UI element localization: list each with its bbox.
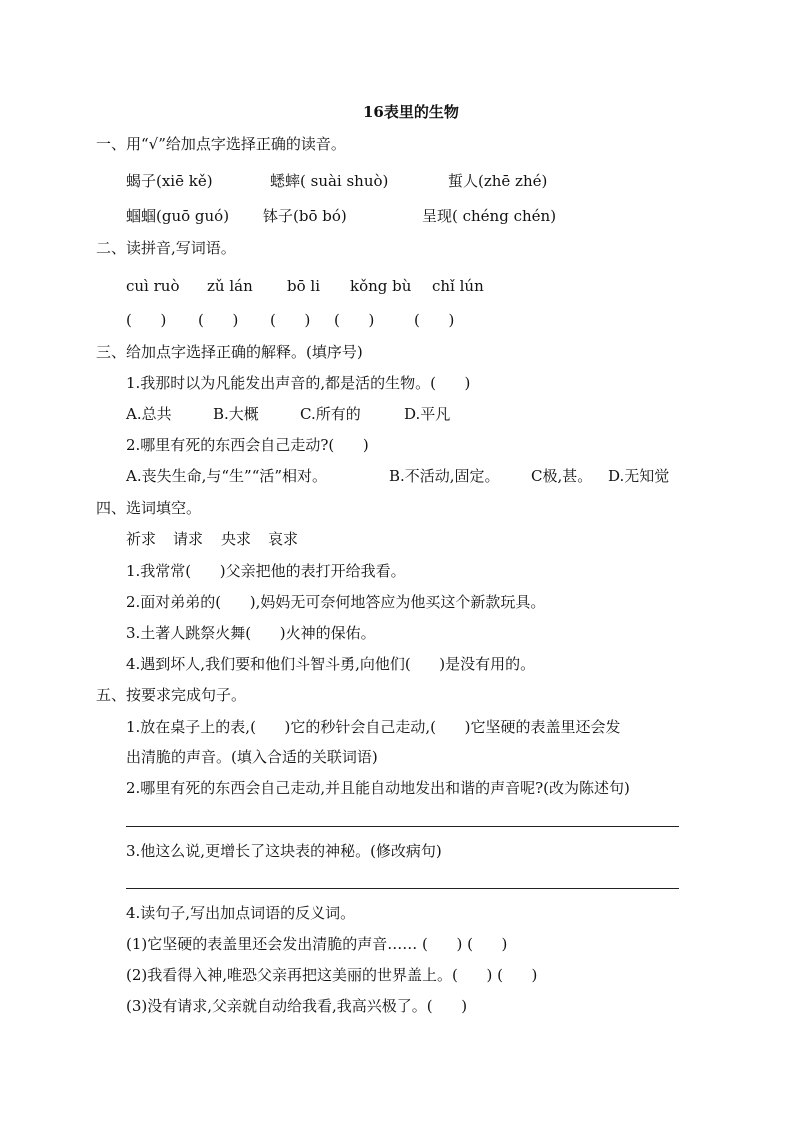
pinyin-blank-3[interactable]: ( )	[270, 311, 311, 329]
pinyin-blank-2[interactable]: ( )	[198, 311, 239, 329]
pinyin-3: bō li	[287, 277, 320, 295]
s4-question-3: 3.土著人跳祭火舞( )火神的保佑。	[126, 624, 376, 642]
pinyin-2: zǔ lán	[207, 277, 253, 295]
s1-item-chengxian: 呈现( chéng chén)	[422, 207, 557, 225]
pinyin-1: cuì ruò	[126, 277, 180, 295]
s5-question-2: 2.哪里有死的东西会自己走动,并且能自动地发出和谐的声音呢?(改为陈述句)	[126, 779, 630, 797]
pinyin-blank-5[interactable]: ( )	[414, 311, 455, 329]
answer-line-1[interactable]	[126, 826, 679, 827]
section-5-heading: 五、按要求完成句子。	[96, 686, 247, 704]
pinyin-blank-1[interactable]: ( )	[126, 311, 167, 329]
section-4-heading: 四、选词填空。	[96, 499, 202, 517]
s4-word-3: 央求	[221, 530, 252, 548]
s4-question-4: 4.遇到坏人,我们要和他们斗智斗勇,向他们( )是没有用的。	[126, 655, 536, 673]
s4-word-4: 哀求	[268, 530, 299, 548]
pinyin-5: chǐ lún	[432, 277, 484, 295]
s1-item-bozi: 钵子(bō bó)	[263, 207, 347, 225]
s3-q2-option-b: B.不活动,固定。	[389, 467, 500, 485]
s5-question-3: 3.他这么说,更增长了这块表的神秘。(修改病句)	[126, 842, 442, 860]
s5-question-1-line-1: 1.放在桌子上的表,( )它的秒针会自己走动,( )它坚硬的表盖里还会发	[126, 718, 621, 736]
section-2-heading: 二、读拼音,写词语。	[96, 239, 236, 257]
s5-question-4-1: (1)它坚硬的表盖里还会发出清脆的声音…… ( ) ( )	[126, 935, 508, 953]
s1-item-xishuai: 蟋蟀( suài shuò)	[270, 172, 389, 190]
s3-question-2: 2.哪里有死的东西会自己走动?( )	[126, 436, 369, 454]
answer-line-2[interactable]	[126, 888, 679, 889]
s5-question-4-2: (2)我看得入神,唯恐父亲再把这美丽的世界盖上。( ) ( )	[126, 966, 538, 984]
s5-question-1-line-2: 出清脆的声音。(填入合适的关联词语)	[126, 748, 378, 766]
s1-item-zheren: 蜇人(zhē zhé)	[448, 172, 548, 190]
s3-q1-option-b: B.大概	[213, 405, 259, 423]
s3-q2-option-a: A.丧失生命,与“生”“活”相对。	[126, 467, 328, 485]
page-title: 16表里的生物	[363, 103, 459, 121]
s3-q2-option-c: C极,甚。	[531, 467, 593, 485]
section-1-heading: 一、用“√”给加点字选择正确的读音。	[96, 135, 346, 153]
s4-word-1: 祈求	[126, 530, 157, 548]
s3-q1-option-d: D.平凡	[404, 405, 451, 423]
s3-q2-option-d: D.无知觉	[608, 467, 670, 485]
s5-question-4-3: (3)没有请求,父亲就自动给我看,我高兴极了。( )	[126, 997, 468, 1015]
s3-question-1: 1.我那时以为凡能发出声音的,都是活的生物。( )	[126, 374, 471, 392]
s5-question-4: 4.读句子,写出加点词语的反义词。	[126, 904, 356, 922]
s3-q1-option-a: A.总共	[126, 405, 172, 423]
s4-question-2: 2.面对弟弟的( ),妈妈无可奈何地答应为他买这个新款玩具。	[126, 593, 546, 611]
pinyin-blank-4[interactable]: ( )	[334, 311, 375, 329]
s4-question-1: 1.我常常( )父亲把他的表打开给我看。	[126, 562, 406, 580]
s1-item-guoguo: 蝈蝈(guō guó)	[126, 207, 230, 225]
s4-word-2: 请求	[173, 530, 204, 548]
s1-item-xiezi: 蝎子(xiē kě)	[126, 172, 213, 190]
pinyin-4: kǒng bù	[350, 277, 412, 295]
section-3-heading: 三、给加点字选择正确的解释。(填序号)	[96, 343, 363, 361]
s3-q1-option-c: C.所有的	[300, 405, 361, 423]
